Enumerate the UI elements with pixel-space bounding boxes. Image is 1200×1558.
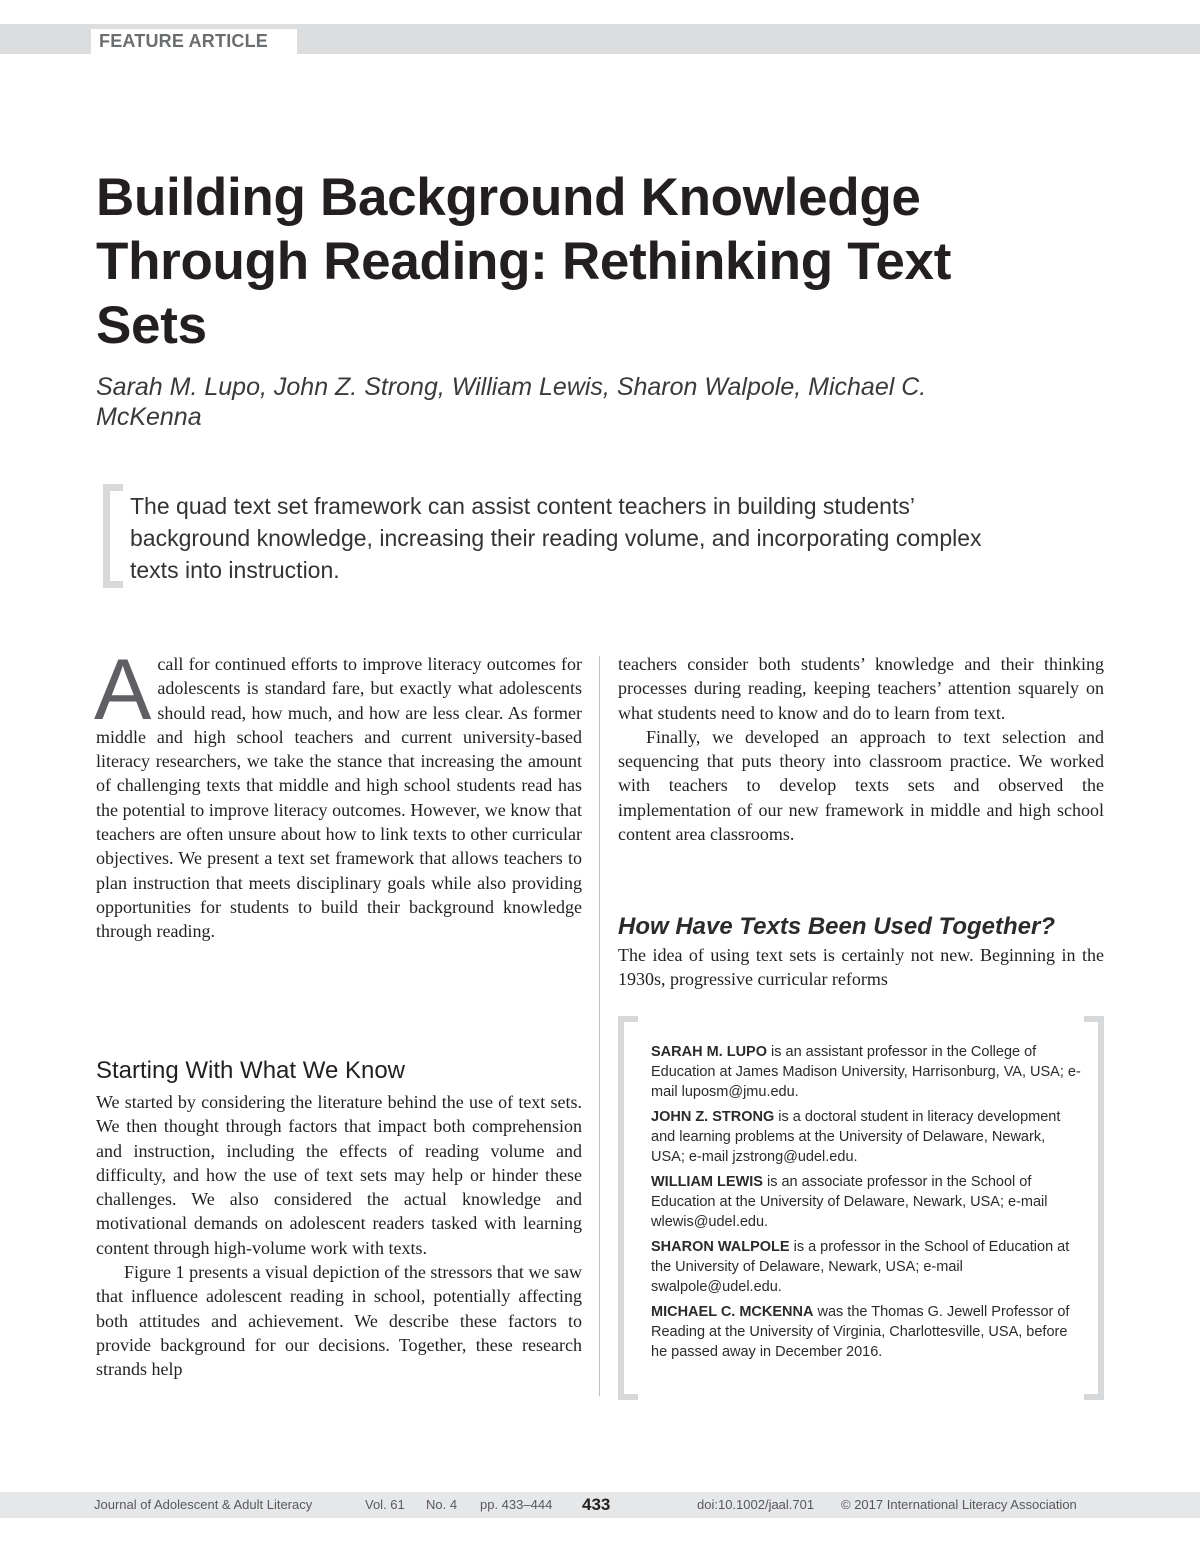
journal-name: Journal of Adolescent & Adult Literacy: [94, 1497, 313, 1512]
body-paragraph: Figure 1 presents a visual depiction of the stressors that we saw that influence adolescent reading in school, potentially affecting both attitudes and achievement. We describe these factors to provide background for our decisions. Together, these research strands help: [96, 1262, 582, 1380]
doi: doi:10.1002/jaal.701: [697, 1497, 815, 1512]
section-heading-texts-together: How Have Texts Been Used Together?: [618, 913, 1055, 940]
abstract-text: The quad text set framework can assist content teachers in building students’ background knowledge, increasing their reading volume, and incorporating complex texts into instruction.: [130, 493, 982, 583]
bio-name: SARAH M. LUPO: [651, 1044, 767, 1060]
page-range: pp. 433–444: [480, 1497, 553, 1512]
bio-name: WILLIAM LEWIS: [651, 1174, 763, 1190]
bio-bracket-right: [1084, 1016, 1104, 1400]
body-paragraph: We started by considering the literature behind the use of text sets. We then thought through factors that impact both comprehension and instruction, including the effects of reading volume and difficulty, and how the use of text sets may help or hinder these challenges. We also considered the actual knowledge and motivational demands on adolescent readers tasked with learning content through high-volume work with texts.: [96, 1092, 582, 1258]
article-title: Building Background Knowledge Through Reading: Rethinking Text Sets: [96, 168, 952, 355]
section-tag: FEATURE ARTICLE: [91, 29, 297, 54]
section-starting-body: [96, 1090, 582, 1382]
author-bio: [651, 1237, 1081, 1297]
volume: Vol. 61: [365, 1497, 405, 1512]
author-bio: [651, 1302, 1081, 1362]
bio-name: MICHAEL C. MCKENNA: [651, 1304, 814, 1320]
footer-bar: [0, 1492, 1200, 1518]
bio-name: JOHN Z. STRONG: [651, 1109, 775, 1125]
bio-text: is a professor in the School of Education at the University of Delaware, Newark, USA; e-mail swalpole@udel.edu.: [651, 1239, 1070, 1295]
intro-paragraph-block: [94, 642, 582, 944]
copyright: © 2017 International Literacy Association: [841, 1497, 1077, 1512]
author-list: Sarah M. Lupo, John Z. Strong, William Lewis, Sharon Walpole, Michael C. McKenna: [96, 373, 927, 431]
author-bio: [651, 1042, 1081, 1102]
bio-text: is a doctoral student in literacy development and learning problems at the University of Delaware, Newark, USA; e-mail jzstrong@udel.edu.: [651, 1109, 1061, 1165]
intro-paragraph: call for continued efforts to improve literacy outcomes for adolescents is standard fare, but exactly what adolescents should read, how much, and how are less clear. As former middle and high school teachers and current university-based literacy researchers, we take the stance that increasing the amount of challenging texts that middle and high school students read has the potential to improve literacy outcomes. However, we know that teachers are often unsure about how to link texts to other curricular objectives. We present a text set framework that allows teachers to plan instruction that meets disciplinary goals while also providing opportunities for students to build their background knowledge through reading.: [96, 654, 582, 942]
bio-text: is an assistant professor in the College of Education at James Madison University, Harrisonburg, VA, USA; e-mail luposm@jmu.edu.: [651, 1044, 1081, 1100]
bio-bracket-left: [618, 1016, 638, 1400]
page-number: 433: [582, 1495, 611, 1514]
bio-text: was the Thomas G. Jewell Professor of Reading at the University of Virginia, Charlottesville, USA, before he passed away in December 2016.: [651, 1304, 1070, 1360]
bio-text: is an associate professor in the School of Education at the University of Delaware, Newark, USA; e-mail wlewis@udel.edu.: [651, 1174, 1048, 1230]
drop-cap: A: [94, 642, 152, 738]
author-bio: [651, 1172, 1081, 1232]
abstract-bracket: [103, 484, 123, 588]
section-heading-starting: Starting With What We Know: [96, 1057, 405, 1084]
right-column-body: [618, 652, 1104, 846]
issue: No. 4: [426, 1497, 458, 1512]
column-divider: [599, 656, 600, 1396]
author-bios: [651, 1042, 1081, 1367]
body-paragraph: teachers consider both students’ knowledge and their thinking processes during reading, keeping teachers’ attention squarely on what students need to know and do to learn from text.: [618, 654, 1104, 723]
section-texts-together-body: [618, 943, 1104, 992]
body-paragraph: Finally, we developed an approach to text selection and sequencing that puts theory into classroom practice. We worked with teachers to develop texts sets and observed the implementation of our new framework in middle and high school content area classrooms.: [618, 726, 1104, 845]
bio-name: SHARON WALPOLE: [651, 1239, 790, 1255]
body-paragraph: The idea of using text sets is certainly not new. Beginning in the 1930s, progressive curricular reforms: [618, 945, 1104, 990]
author-bio: [651, 1107, 1081, 1167]
